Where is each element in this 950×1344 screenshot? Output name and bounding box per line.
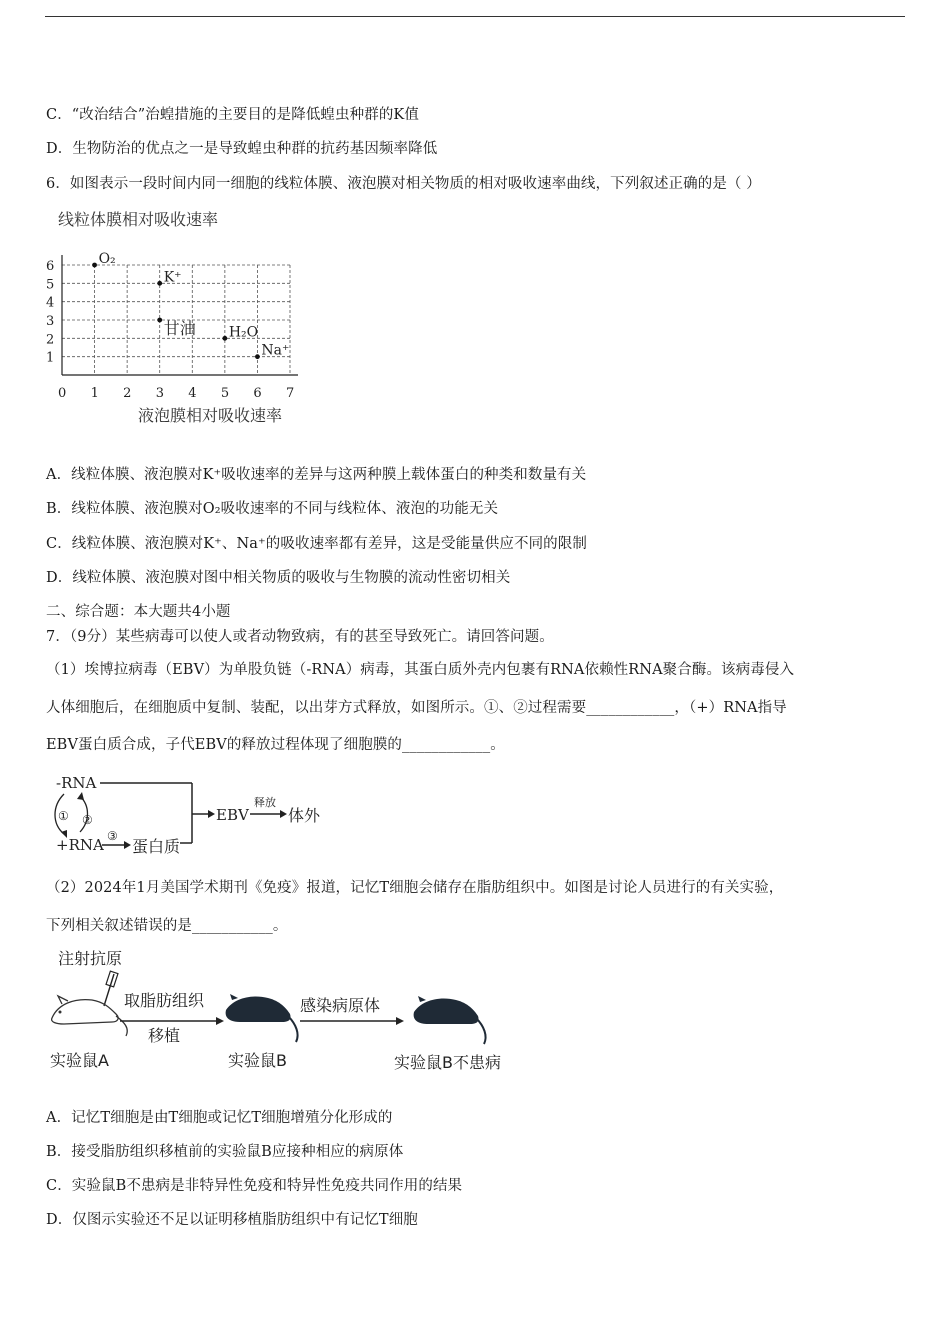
mouse-a-icon xyxy=(52,996,128,1036)
chart-xlabel: 液泡膜相对吸收速率 xyxy=(138,406,283,425)
step-3-marker: ③ xyxy=(107,829,118,843)
step1-top-label: 取脂肪组织 xyxy=(124,991,205,1010)
x-tick-label: 0 xyxy=(58,386,67,401)
option-d-prev: D．生物防治的优点之一是导致蝗虫种群的抗药基因频率降低 xyxy=(46,141,438,157)
x-tick-label: 5 xyxy=(220,386,230,401)
q7-part1-line2: 人体细胞后，在细胞质中复制、装配，以出芽方式释放，如图所示。①、②过程需要____________，（+）RNA指导 xyxy=(46,700,787,716)
y-tick-label: 1 xyxy=(46,350,55,366)
chart-ylabel: 线粒体膜相对吸收速率 xyxy=(58,210,219,229)
data-point xyxy=(222,336,227,341)
mouse-b-icon xyxy=(226,994,298,1042)
q6-option-b: B．线粒体膜、液泡膜对O₂吸收速率的不同与线粒体、液泡的功能无关 xyxy=(46,501,499,517)
q7-option-d: D．仅图示实验还不足以证明移植脂肪组织中有记忆T细胞 xyxy=(46,1212,418,1228)
q7-option-c: C．实验鼠B不患病是非特异性免疫和特异性免疫共同作用的结果 xyxy=(46,1178,463,1194)
outside-label: 体外 xyxy=(288,806,321,825)
mouse-b-result-label: 实验鼠B不患病 xyxy=(394,1053,501,1072)
y-tick-label: 3 xyxy=(46,314,55,329)
release-label: 释放 xyxy=(254,796,276,809)
y-tick-label: 2 xyxy=(46,332,55,348)
x-tick-label: 7 xyxy=(286,386,295,401)
section-2-heading: 二、综合题：本大题共4小题 xyxy=(46,604,231,620)
data-point xyxy=(92,263,97,268)
step2-label: 感染病原体 xyxy=(300,996,381,1015)
x-tick-label: 4 xyxy=(188,386,197,401)
q7-part1-line1: （1）埃博拉病毒（EBV）为单股负链（-RNA）病毒，其蛋白质外壳内包裹有RNA依赖性RNA聚合酶。该病毒侵入 xyxy=(46,662,795,678)
ebv-label: EBV xyxy=(216,806,249,824)
neg-rna-label: -RNA xyxy=(56,774,97,792)
mouse-a-label: 实验鼠A xyxy=(50,1051,109,1070)
step1-bottom-label: 移植 xyxy=(148,1026,181,1045)
data-point xyxy=(255,354,260,359)
q7-option-a: A．记忆T细胞是由T细胞或记忆T细胞增殖分化形成的 xyxy=(46,1110,393,1126)
chart-points xyxy=(92,251,289,359)
x-tick-label: 6 xyxy=(253,386,262,401)
data-point-label: 甘油 xyxy=(163,319,196,338)
q7-part2-line2: 下列相关叙述错误的是___________。 xyxy=(46,918,288,934)
q6-option-a: A．线粒体膜、液泡膜对K⁺吸收速率的差异与这两种膜上载体蛋白的种类和数量有关 xyxy=(46,467,587,483)
chart-xticks xyxy=(58,386,294,401)
question-7-stem: 7．（9分）某些病毒可以使人或者动物致病，有的甚至导致死亡。请回答问题。 xyxy=(46,629,554,645)
step-2-marker: ② xyxy=(82,813,93,827)
data-point-label: O₂ xyxy=(98,251,116,267)
q6-option-d: D．线粒体膜、液泡膜对图中相关物质的吸收与生物膜的流动性密切相关 xyxy=(46,570,511,586)
y-tick-label: 6 xyxy=(46,259,55,274)
x-tick-label: 2 xyxy=(123,386,132,401)
mouse-experiment-diagram xyxy=(44,944,534,1079)
ebv-replication-diagram xyxy=(50,766,340,861)
step-1-marker: ① xyxy=(58,809,69,823)
data-point-label: H₂O xyxy=(228,324,259,341)
y-tick-label: 5 xyxy=(46,277,55,293)
data-point xyxy=(157,318,162,323)
option-c-prev: C．“改治结合”治蝗措施的主要目的是降低蝗虫种群的K值 xyxy=(46,107,419,123)
q6-option-c: C．线粒体膜、液泡膜对K⁺、Na⁺的吸收速率都有差异，这是受能量供应不同的限制 xyxy=(46,536,587,552)
q7-part2-line1: （2）2024年1月美国学术期刊《免疫》报道，记忆T细胞会储存在脂肪组织中。如图是讨论人员进行的有关实验， xyxy=(46,880,784,896)
mouse-b-label: 实验鼠B xyxy=(228,1051,287,1070)
absorption-rate-chart xyxy=(40,205,320,430)
protein-label: 蛋白质 xyxy=(132,837,181,856)
chart-yticks xyxy=(46,259,54,366)
question-6-stem: 6．如图表示一段时间内同一细胞的线粒体膜、液泡膜对相关物质的相对吸收速率曲线，下列叙述正确的是（ ） xyxy=(46,176,761,192)
syringe-icon xyxy=(104,971,118,1006)
y-tick-label: 4 xyxy=(46,295,55,311)
header-rule xyxy=(45,16,905,17)
q7-option-b: B．接受脂肪组织移植前的实验鼠B应接种相应的病原体 xyxy=(46,1144,404,1160)
x-tick-label: 1 xyxy=(90,386,99,401)
inject-antigen-label: 注射抗原 xyxy=(58,949,123,968)
data-point-label: Na⁺ xyxy=(261,342,290,359)
q7-part1-line3: EBV蛋白质合成，子代EBV的释放过程体现了细胞膜的____________。 xyxy=(46,737,505,753)
mouse-b-result-icon xyxy=(414,996,486,1044)
pos-rna-label: +RNA xyxy=(56,836,104,854)
x-tick-label: 3 xyxy=(155,386,164,401)
data-point-label: K⁺ xyxy=(163,269,182,286)
data-point xyxy=(157,281,162,286)
